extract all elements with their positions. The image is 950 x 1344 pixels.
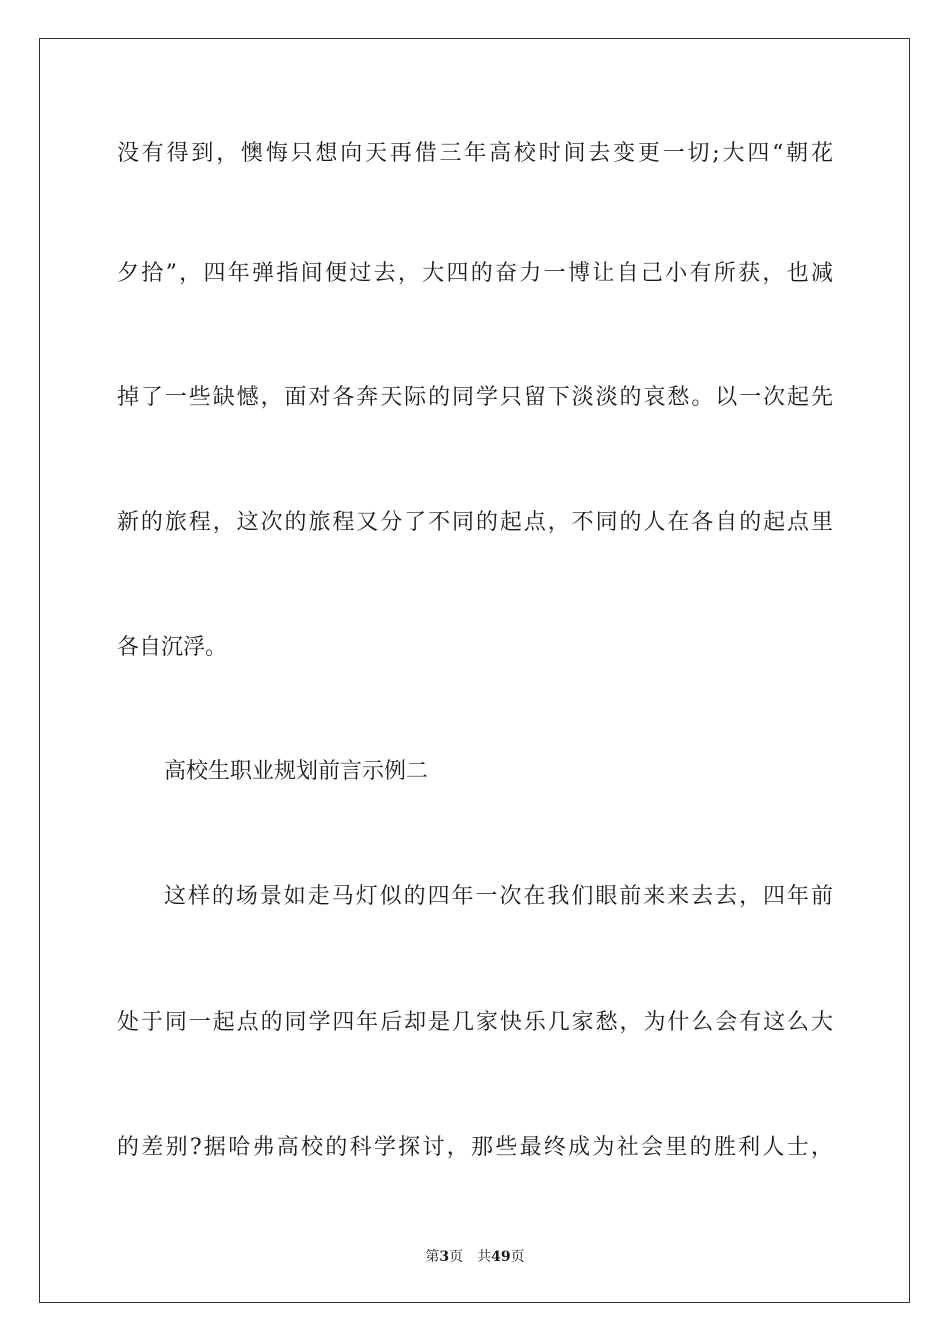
footer-page-number: 3 — [439, 1249, 450, 1265]
footer-total-suffix: 页 — [510, 1249, 525, 1265]
footer-page-prefix: 第 — [425, 1249, 440, 1265]
body-line-1: 没有得到，懊悔只想向天再借三年高校时间去变更一切;大四“朝花 — [117, 141, 833, 166]
section-heading: 高校生职业规划前言示例二 — [164, 759, 429, 784]
footer-total-prefix: 共 — [477, 1249, 492, 1265]
body-line-4: 新的旅程，这次的旅程又分了不同的起点，不同的人在各自的起点里 — [117, 510, 833, 535]
page-border — [39, 38, 910, 1303]
paragraph2-line-3: 的差别?据哈弗高校的科学探讨，那些最终成为社会里的胜利人士， — [117, 1135, 833, 1160]
paragraph2-line-2: 处于同一起点的同学四年后却是几家快乐几家愁，为什么会有这么大 — [117, 1010, 833, 1035]
body-line-5: 各自沉浮。 — [117, 635, 228, 660]
body-line-3: 掉了一些缺憾，面对各奔天际的同学只留下淡淡的哀愁。以一次起先 — [117, 385, 833, 410]
page-footer — [0, 1248, 950, 1266]
body-line-2: 夕拾”，四年弹指间便过去，大四的奋力一博让自己小有所获，也减 — [117, 261, 833, 286]
footer-page-suffix: 页 — [449, 1249, 464, 1265]
footer-total-pages: 49 — [491, 1249, 511, 1265]
paragraph2-line-1: 这样的场景如走马灯似的四年一次在我们眼前来来去去，四年前 — [164, 884, 833, 909]
